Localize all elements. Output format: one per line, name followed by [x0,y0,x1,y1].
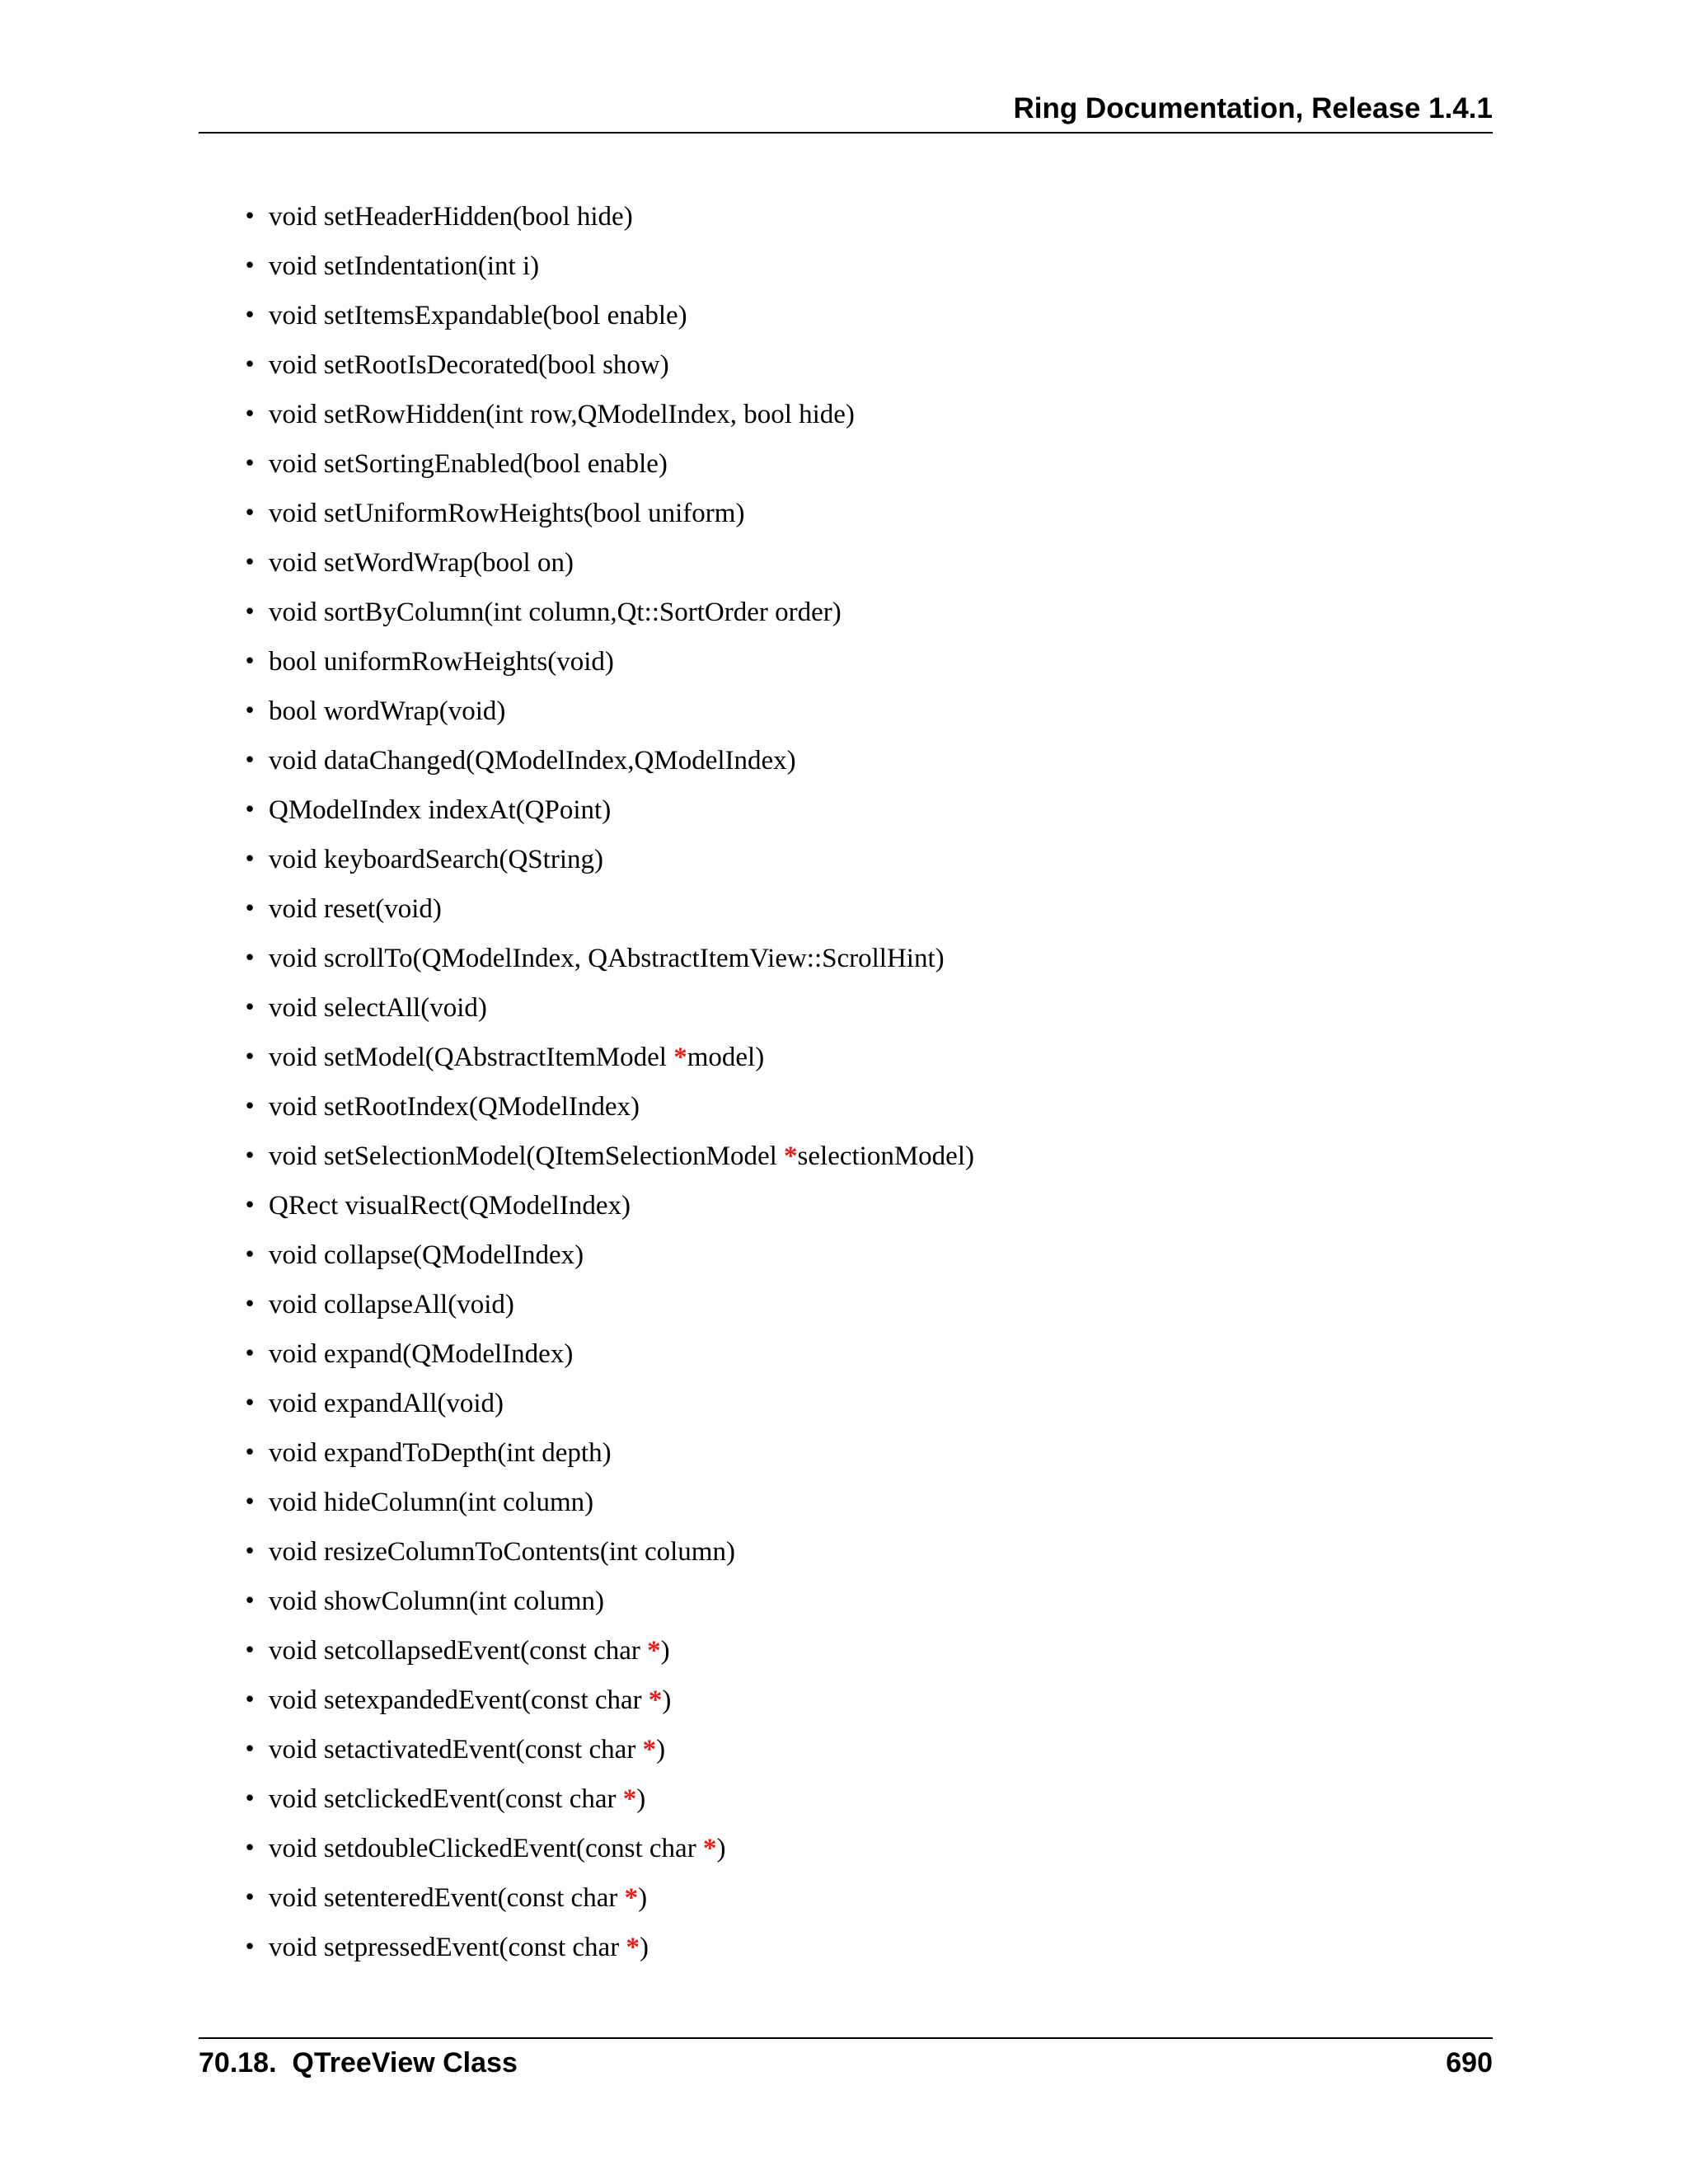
signature-text-after: ) [639,1933,649,1962]
signature-text: void setRootIndex(QModelIndex) [269,1092,640,1122]
method-signature [269,1036,764,1079]
method-signature [269,1135,974,1178]
signature-text: void setexpandedEvent(const char [269,1685,649,1715]
method-signature [269,739,796,782]
signature-text: void sortByColumn(int column,Qt::SortOrder order) [269,598,842,627]
signature-text: void keyboardSearch(QString) [269,845,603,874]
method-signature [269,245,539,288]
page-header [199,89,1493,134]
bullet-icon: • [243,897,256,921]
pointer-asterisk: * [622,1784,637,1814]
bullet-icon: • [243,254,256,279]
bullet-icon: • [243,1144,256,1169]
bullet-icon: • [243,1638,256,1663]
method-signature [269,1728,665,1771]
bullet-icon: • [243,847,256,872]
signature-text: void expandToDepth(int depth) [269,1438,612,1468]
method-signature [269,1234,584,1277]
signature-text: void setRowHidden(int row,QModelIndex, bool hide) [269,400,855,429]
method-signature [269,1333,573,1376]
signature-text: void setpressedEvent(const char [269,1933,626,1962]
bullet-icon: • [243,1391,256,1416]
bullet-icon: • [243,303,256,328]
pointer-asterisk: * [647,1636,661,1666]
bullet-icon: • [243,649,256,674]
method-signature [269,838,603,881]
method-signature [269,1530,735,1573]
method-signature [269,690,505,733]
signature-text: void setUniformRowHeights(bool uniform) [269,499,745,528]
bullet-icon: • [243,1193,256,1218]
method-signature [269,393,855,436]
signature-text: void setModel(QAbstractItemModel [269,1043,674,1072]
method-signature [269,443,668,485]
signature-text: void showColumn(int column) [269,1586,604,1616]
bullet-icon: • [243,1540,256,1564]
signature-text-after: ) [662,1685,672,1715]
bullet-icon: • [243,1490,256,1515]
bullet-icon: • [243,1589,256,1614]
bullet-icon: • [243,1243,256,1268]
method-signature [269,1679,671,1722]
method-signature [269,1283,514,1326]
method-signature [269,987,487,1029]
method-signature [269,1184,631,1227]
signature-text: void hideColumn(int column) [269,1488,594,1517]
method-signature [269,294,687,337]
bullet-icon: • [243,600,256,625]
pointer-asterisk: * [784,1141,798,1171]
signature-text-after: model) [687,1043,765,1072]
bullet-icon: • [243,551,256,575]
signature-text: void setIndentation(int i) [269,251,540,281]
bullet-icon: • [243,1836,256,1861]
signature-text-after: ) [716,1834,726,1863]
signature-text-after: ) [636,1784,646,1814]
signature-text: void setcollapsedEvent(const char [269,1636,648,1666]
bullet-icon: • [243,996,256,1020]
method-signature [269,1827,725,1870]
pointer-asterisk: * [702,1834,717,1863]
bullet-icon: • [243,1045,256,1070]
method-signature [269,492,744,535]
signature-text: void selectAll(void) [269,993,487,1023]
signature-text-after: ) [660,1636,670,1666]
signature-text: void setclickedEvent(const char [269,1784,623,1814]
method-signature [269,1481,593,1524]
bullet-icon: • [243,946,256,971]
bullet-icon: • [243,1935,256,1960]
pointer-asterisk: * [626,1933,640,1962]
bullet-icon: • [243,1737,256,1762]
method-signature [269,640,614,683]
signature-text: void expand(QModelIndex) [269,1339,574,1369]
method-signature [269,937,945,980]
method-signature [269,888,442,930]
method-signature [269,1926,649,1969]
pointer-asterisk: * [673,1043,687,1072]
bullet-icon: • [243,353,256,377]
bullet-icon: • [243,1094,256,1119]
pointer-asterisk: * [624,1883,639,1913]
signature-text: void dataChanged(QModelIndex,QModelIndex) [269,746,796,776]
page-footer [199,2037,1493,2088]
signature-text-after: ) [638,1883,648,1913]
signature-text: QRect visualRect(QModelIndex) [269,1191,631,1221]
pointer-asterisk: * [648,1685,663,1715]
signature-text: void setactivatedEvent(const char [269,1735,643,1765]
signature-text: bool wordWrap(void) [269,696,506,726]
page-number: 690 [1446,2047,1493,2079]
method-signature [269,344,669,387]
bullet-icon: • [243,452,256,476]
signature-text-after: selectionModel) [797,1141,974,1171]
bullet-icon: • [243,1688,256,1713]
method-signature [269,1085,640,1128]
signature-text: void setRootIsDecorated(bool show) [269,350,669,380]
method-signature [269,541,574,584]
signature-text: void setenteredEvent(const char [269,1883,625,1913]
bullet-icon: • [243,748,256,773]
bullet-icon: • [243,1886,256,1910]
bullet-icon: • [243,798,256,823]
method-signature [269,591,842,634]
bullet-icon: • [243,699,256,724]
signature-text: void setdoubleClickedEvent(const char [269,1834,703,1863]
method-signature [269,1778,645,1821]
signature-text: void resizeColumnToContents(int column) [269,1537,735,1567]
signature-text: void scrollTo(QModelIndex, QAbstractItemView::ScrollHint) [269,944,945,973]
signature-text: void setItemsExpandable(bool enable) [269,301,687,330]
method-signature [269,195,633,238]
method-signature [269,789,611,832]
signature-text: void setWordWrap(bool on) [269,548,574,578]
bullet-icon: • [243,1787,256,1811]
method-signature [269,1432,612,1474]
signature-text: void expandAll(void) [269,1389,504,1418]
signature-text: void reset(void) [269,894,442,924]
signature-text: void setSortingEnabled(bool enable) [269,449,668,479]
bullet-icon: • [243,204,256,229]
signature-text: void collapseAll(void) [269,1290,514,1319]
bullet-icon: • [243,1441,256,1465]
section-title: 70.18. QTreeView Class [199,2047,518,2079]
bullet-icon: • [243,501,256,526]
signature-text-after: ) [656,1735,666,1765]
method-signature [269,1877,647,1919]
document-title: Ring Documentation, Release 1.4.1 [1013,92,1493,124]
bullet-icon: • [243,402,256,427]
method-signature [269,1580,604,1623]
signature-text: bool uniformRowHeights(void) [269,647,614,677]
signature-text: void setSelectionModel(QItemSelectionModel [269,1141,785,1171]
pointer-asterisk: * [642,1735,657,1765]
bullet-icon: • [243,1342,256,1366]
signature-text: void setHeaderHidden(bool hide) [269,202,633,232]
signature-text: QModelIndex indexAt(QPoint) [269,795,612,825]
bullet-icon: • [243,1292,256,1317]
signature-text: void collapse(QModelIndex) [269,1240,584,1270]
method-signature [269,1382,504,1425]
method-signature [269,1629,670,1672]
